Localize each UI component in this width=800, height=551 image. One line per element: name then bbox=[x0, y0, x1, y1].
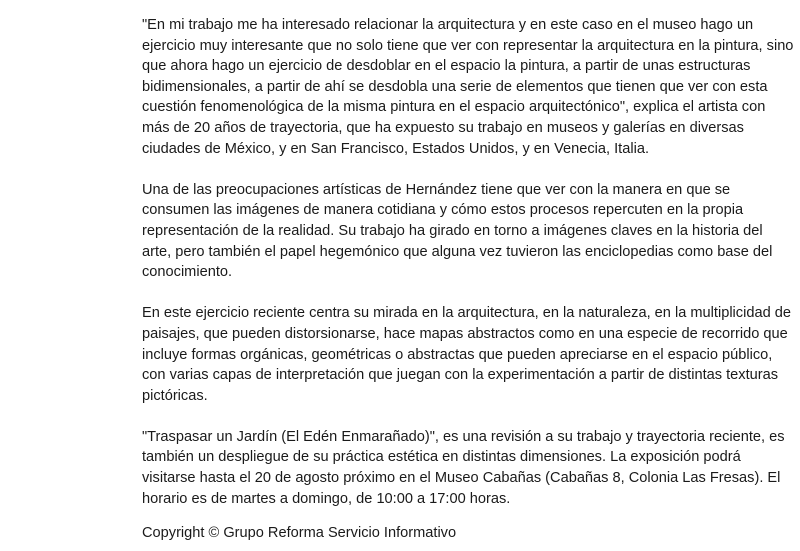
article-paragraph: "En mi trabajo me ha interesado relacionar la arquitectura y en este caso en el museo hago un ejercicio muy interesante que no solo tiene que ver con representar la arquitectura en la pintura, sino que ahora hago un ejercicio de desdoblar en el espacio la pintura, a partir de unas estructuras bidimensionales, a partir de ahí se desdobla una serie de elementos que tienen que ver con esta cuestión fenomenológica de la misma pintura en el espacio arquitectónico", explica el artista con más de 20 años de trayectoria, que ha expuesto su trabajo en museos y galerías en diversas ciudades de México, y en San Francisco, Estados Unidos, y en Venecia, Italia. bbox=[142, 17, 794, 157]
article-paragraph: "Traspasar un Jardín (El Edén Enmarañado)", es una revisión a su trabajo y trayectoria reciente, es también un despliegue de su práctica estética en distintas dimensiones. La exposición podrá visitarse hasta el 20 de agosto próximo en el Museo Cabañas (Cabañas 8, Colonia Las Fresas). El horario es de martes a domingo, de 10:00 a 17:00 horas. bbox=[142, 428, 785, 507]
article-paragraph: En este ejercicio reciente centra su mirada en la arquitectura, en la naturaleza, en la multiplicidad de paisajes, que pueden distorsionarse, hace mapas abstractos como en una especie de recorrido que incluye formas orgánicas, geométricas o abstractas que pueden apreciarse en el espacio público, con varias capas de interpretación que juegan con la experimentación a partir de distintas texturas pictóricas. bbox=[142, 305, 791, 404]
article-body bbox=[142, 15, 794, 530]
copyright-notice: Copyright © Grupo Reforma Servicio Informativo bbox=[142, 525, 457, 541]
article-paragraph: Una de las preocupaciones artísticas de Hernández tiene que ver con la manera en que se consumen las imágenes de manera cotidiana y cómo estos procesos repercuten en la propia representación de la realidad. Su trabajo ha girado en torno a imágenes claves en la historia del arte, pero también el papel hegemónico que alguna vez tuvieron las enciclopedias como base del conocimiento. bbox=[142, 181, 773, 281]
